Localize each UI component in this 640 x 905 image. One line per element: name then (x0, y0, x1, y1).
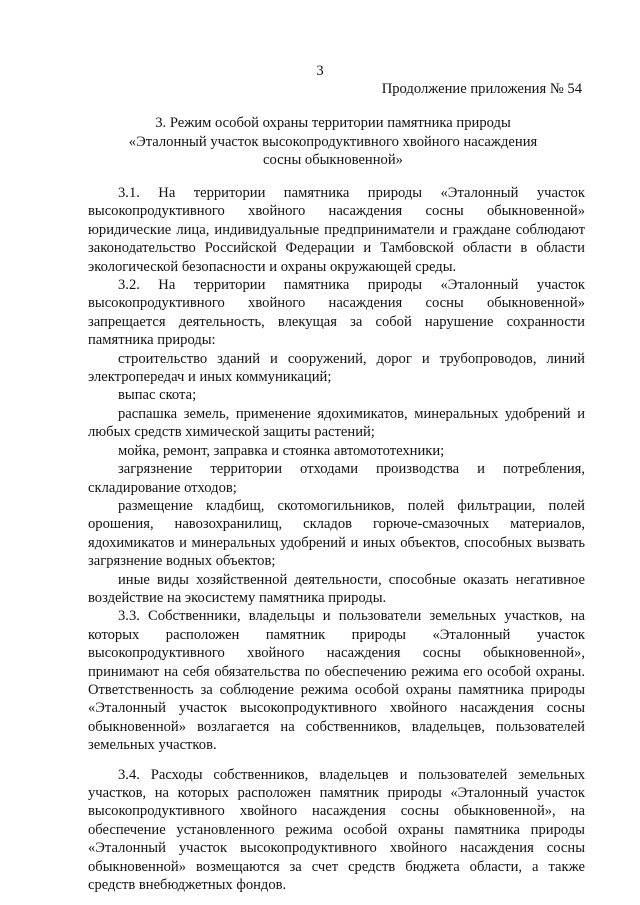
prohibited-item: выпас скота; (118, 387, 197, 404)
prohibited-item: мойка, ремонт, заправка и стоянка автомототехники; (118, 442, 445, 459)
prohibited-item: строительство зданий и сооружений, дорог и трубопроводов, линий электропередач и иных коммуникаций; (88, 350, 585, 386)
section-heading (88, 114, 578, 170)
section-heading-line: сосны обыкновенной» (263, 152, 403, 169)
paragraph-3-4: 3.4. Расходы собственников, владельцев и пользователей земельных участков, на которых расположен памятник природы «Эталонный участок высокопродуктивного хвойного насаждения сосны обыкновенной», на обеспечение установленного режима особой охраны памятника природы «Эталонный участок высокопродуктивного хвойного насаждения сосны обыкновенной» возмещаются за счет средств бюджета области, а также средств внебюджетных фондов. (88, 766, 585, 894)
prohibited-item: размещение кладбищ, скотомогильников, полей фильтрации, полей орошения, навозохранилищ, складов горюче-смазочных материалов, ядохимикатов и минеральных удобрений и иных объектов, способных вызвать загрязнение водных объектов; (88, 497, 585, 570)
paragraph-3-1: 3.1. На территории памятника природы «Эталонный участок высокопродуктивного хвойного насаждения сосны обыкновенной» юридические лица, индивидуальные предприниматели и граждане соблюдают законодательство Российской Федерации и Тамбовской области в области экологической безопасности и охраны окружающей среды. (88, 185, 585, 275)
page-number: 3 (316, 63, 324, 79)
paragraph-3-2: 3.2. На территории памятника природы «Эталонный участок высокопродуктивного хвойного насаждения сосны обыкновенной» запрещается деятельность, влекущая за собой нарушение сохранности памятника природы: (88, 277, 585, 349)
prohibited-item: распашка земель, применение ядохимикатов, минеральных удобрений и любых средств химической защиты растений; (88, 405, 585, 441)
prohibited-item: загрязнение территории отходами производства и потребления, складирование отходов; (88, 461, 585, 496)
document-body (88, 184, 585, 894)
section-heading-line: 3. Режим особой охраны территории памятника природы (155, 115, 511, 131)
prohibited-item: иные виды хозяйственной деятельности, способные оказать негативное воздействие на экосистему памятника природы. (88, 571, 585, 606)
paragraph-3-3: 3.3. Собственники, владельцы и пользователи земельных участков, на которых расположен памятник природы «Эталонный участок высокопродуктивного хвойного насаждения сосны обыкновенной», принимают на себя обязательства по обеспечению режима его особой охраны. Ответственность за соблюдение режима особой охраны памятника природы «Эталонный участок высокопродуктивного хвойного насаждения сосны обыкновенной» возлагается на собственников, владельцев, пользователей земельных участков. (88, 608, 585, 754)
section-heading-line: «Эталонный участок высокопродуктивного хвойного насаждения (128, 133, 538, 150)
appendix-continuation: Продолжение приложения № 54 (381, 81, 582, 97)
